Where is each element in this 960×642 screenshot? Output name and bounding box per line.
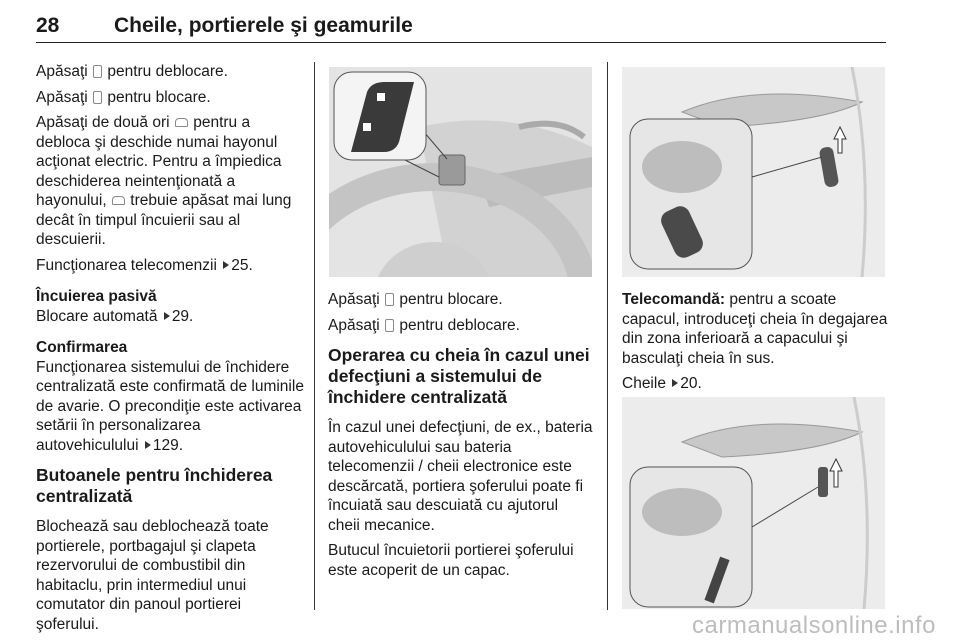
lock-icon	[93, 91, 102, 104]
page-title: Cheile, portierele şi geamurile	[114, 14, 413, 37]
paragraph-lock: Apăsaţi pentru blocare.	[328, 291, 503, 308]
paragraph-remote-ref: Funcţionarea telecomenzii 25.	[36, 256, 253, 274]
heading-key-operation: Operarea cu cheia în cazul unei defecţiuni a sistemului de închidere centralizată	[328, 345, 590, 407]
paragraph-unlock: Apăsaţi pentru deblocare.	[36, 63, 228, 80]
paragraph-remote-cap: Telecomandă: pentru a scoate capacul, introduceţi cheia în degajarea din zona inferioară a capacului şi basculaţi cheia în sus.	[622, 291, 888, 367]
paragraph-malfunction: În cazul unei defecţiuni, de ex., bateria autovehiculului sau bateria telecomenzii / cheii electronice este descărcată, portiera şoferului poate fi încuiată sau descuiată cu ajutorul cheii mecanice.	[328, 419, 593, 534]
paragraph-central-lock-buttons: Blochează sau deblochează toate portierele, portbagajul şi clapeta rezervorului de combustibil din habitaclu, prin intermediul unui comutator din panoul portierei şoferului.	[36, 518, 269, 633]
page-ref-arrow-icon	[145, 441, 151, 449]
page-ref-arrow-icon	[223, 261, 229, 269]
heading-central-lock-buttons: Butoanele pentru închiderea centralizată	[36, 465, 273, 506]
paragraph-auto-lock: Blocare automată 29.	[36, 307, 194, 325]
paragraph-lock-cylinder: Butucul încuietorii portierei şoferului este acoperit de un capac.	[328, 542, 574, 579]
paragraph-lock: Apăsaţi pentru blocare.	[36, 88, 211, 106]
page-ref-arrow-icon	[672, 379, 678, 387]
page-header	[36, 8, 886, 43]
subheading-passive-locking: Încuierea pasivă	[36, 288, 157, 305]
unlock-icon	[93, 65, 102, 78]
column-middle	[328, 290, 594, 586]
column-divider	[314, 62, 315, 610]
lock-icon	[385, 293, 394, 306]
subheading-confirmation: Confirmarea	[36, 339, 128, 356]
column-right	[622, 290, 888, 400]
unlock-icon	[385, 319, 394, 332]
tailgate-icon	[112, 196, 125, 205]
paragraph-tailgate: Apăsaţi de două ori pentru a debloca şi deschide numai hayonul acţionat electric. Pentru a împiedica deschiderea neintenţionată a hayonului, trebuie apăsat mai lung decât în timpul încuierii sau al descuierii.	[36, 114, 292, 248]
door-panel-illustration	[329, 67, 592, 277]
paragraph-confirmation: Funcţionarea sistemului de închidere centralizată este confirmată de luminile de avarie. O precondiţie este activarea setării în personalizarea autovehiculului 129.	[36, 358, 304, 454]
door-handle-key-illustration	[622, 67, 885, 277]
page-ref-arrow-icon	[164, 312, 170, 320]
paragraph-keys-ref: Cheile 20.	[622, 375, 702, 392]
page-number: 28	[36, 14, 60, 37]
paragraph-unlock: Apăsaţi pentru deblocare.	[328, 316, 520, 334]
tailgate-icon	[175, 118, 188, 127]
watermark: carmanualsonline.info	[692, 612, 936, 639]
lock-cylinder-cap-illustration	[622, 397, 885, 609]
column-left	[36, 62, 304, 640]
column-divider	[607, 62, 608, 610]
